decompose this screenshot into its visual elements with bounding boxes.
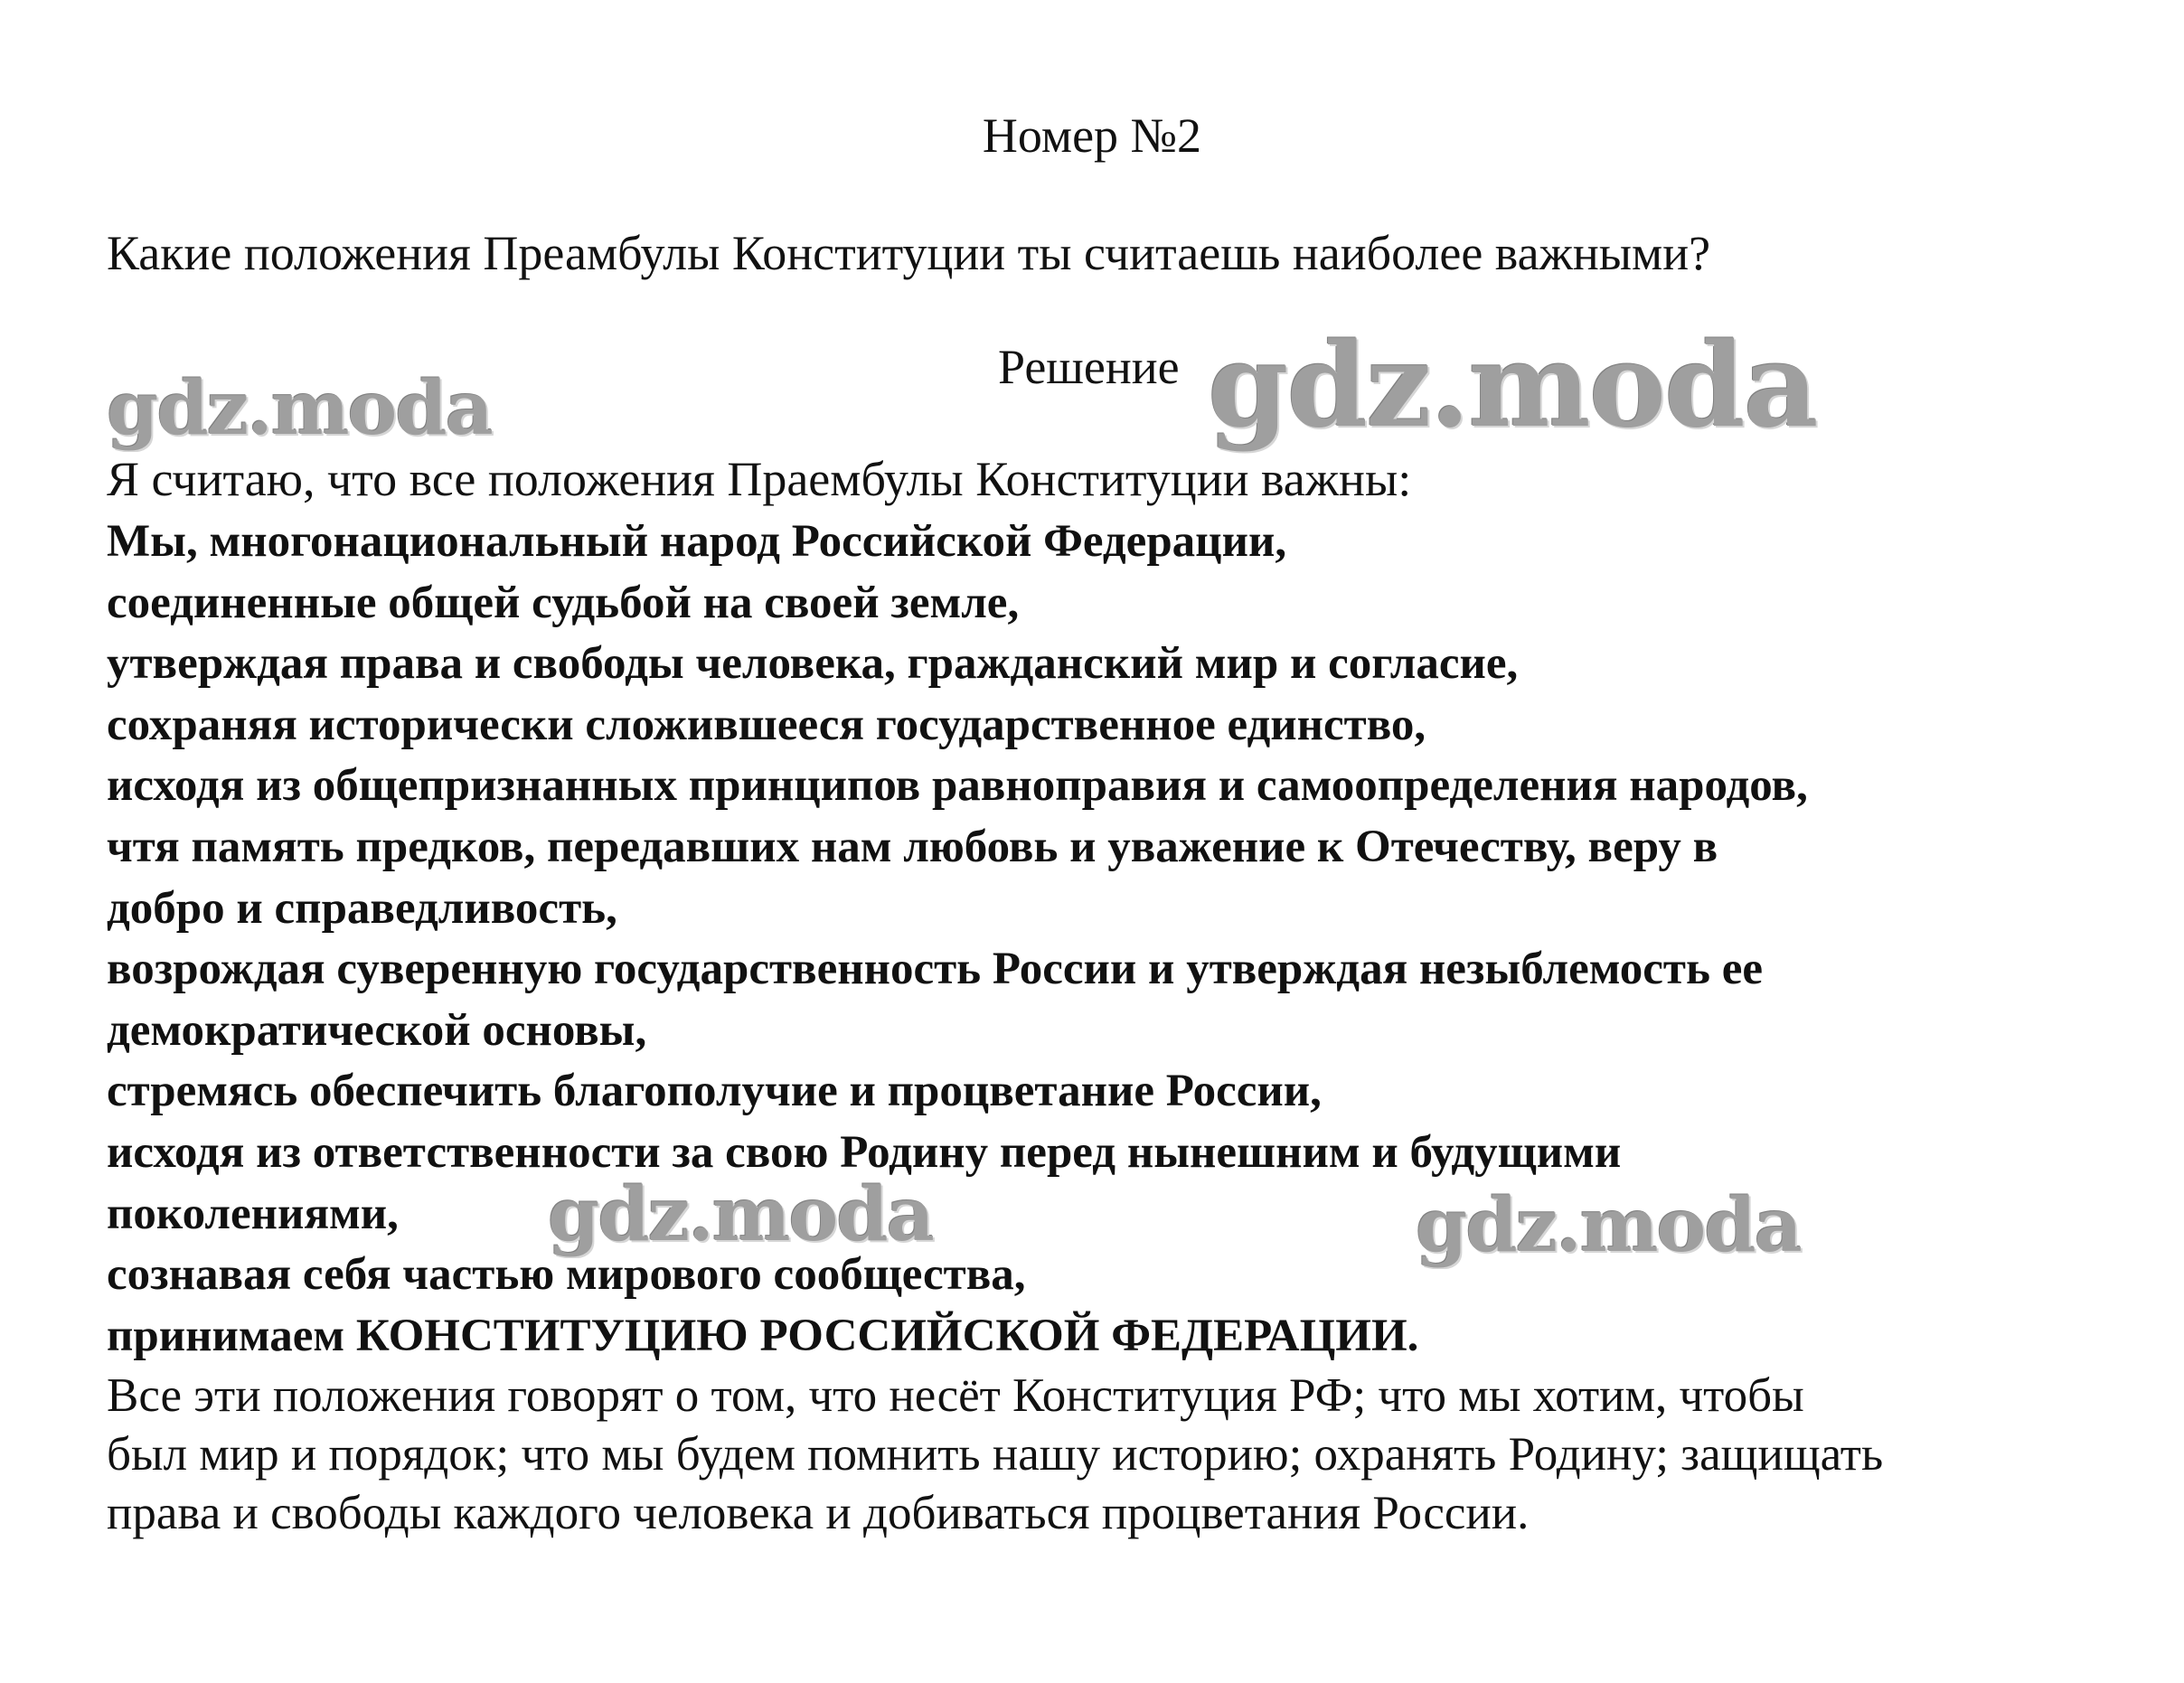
watermark-logo: gdz.moda <box>1208 318 1817 454</box>
preamble-line: утверждая права и свободы человека, гражданский мир и согласие, <box>107 638 1519 690</box>
watermark-logo: gdz.moda <box>107 365 492 452</box>
preamble-line: принимаем КОНСТИТУЦИЮ РОССИЙСКОЙ ФЕДЕРАЦИИ. <box>107 1310 1419 1361</box>
preamble-line: добро и справедливость, <box>107 882 617 934</box>
preamble-line: исходя из ответственности за свою Родину перед нынешним и будущими <box>107 1126 1622 1178</box>
solution-label: Решение <box>998 340 1180 394</box>
preamble-line: соединенные общей судьбой на своей земле, <box>107 577 1020 628</box>
preamble-line: Мы, многонациональный народ Российской Федерации, <box>107 516 1287 567</box>
preamble-line: поколениями, <box>107 1188 399 1239</box>
preamble-line: возрождая суверенную государственность России и утверждая незыблемость ее <box>107 944 1763 995</box>
preamble-line: чтя память предков, передавших нам любовь и уважение к Отечеству, веру в <box>107 821 1718 872</box>
preamble-line: сохраняя исторически сложившееся государственное единство, <box>107 699 1426 750</box>
watermark-logo: gdz.moda <box>1416 1182 1801 1269</box>
intro-text: Я считаю, что все положения Праембулы Конституции важны: <box>107 452 1412 506</box>
page-title: Номер №2 <box>982 108 1202 163</box>
preamble-line: исходя из общепризнанных принципов равноправия и самоопределения народов, <box>107 760 1808 812</box>
conclusion-line: Все эти положения говорят о том, что несёт Конституция РФ; что мы хотим, чтобы <box>107 1369 1804 1422</box>
preamble-line: демократической основы, <box>107 1004 647 1056</box>
conclusion-line: права и свободы каждого человека и добиваться процветания России. <box>107 1487 1530 1539</box>
preamble-line: сознавая себя частью мирового сообщества, <box>107 1249 1026 1301</box>
preamble-line: стремясь обеспечить благополучие и процветание России, <box>107 1066 1322 1117</box>
conclusion-block <box>107 1367 1883 1543</box>
question-text: Какие положения Преамбулы Конституции ты считаешь наиболее важными? <box>107 226 1711 280</box>
watermark-logo: gdz.moda <box>548 1171 933 1258</box>
conclusion-line: был мир и порядок; что мы будем помнить нашу историю; охранять Родину; защищать <box>107 1428 1884 1481</box>
